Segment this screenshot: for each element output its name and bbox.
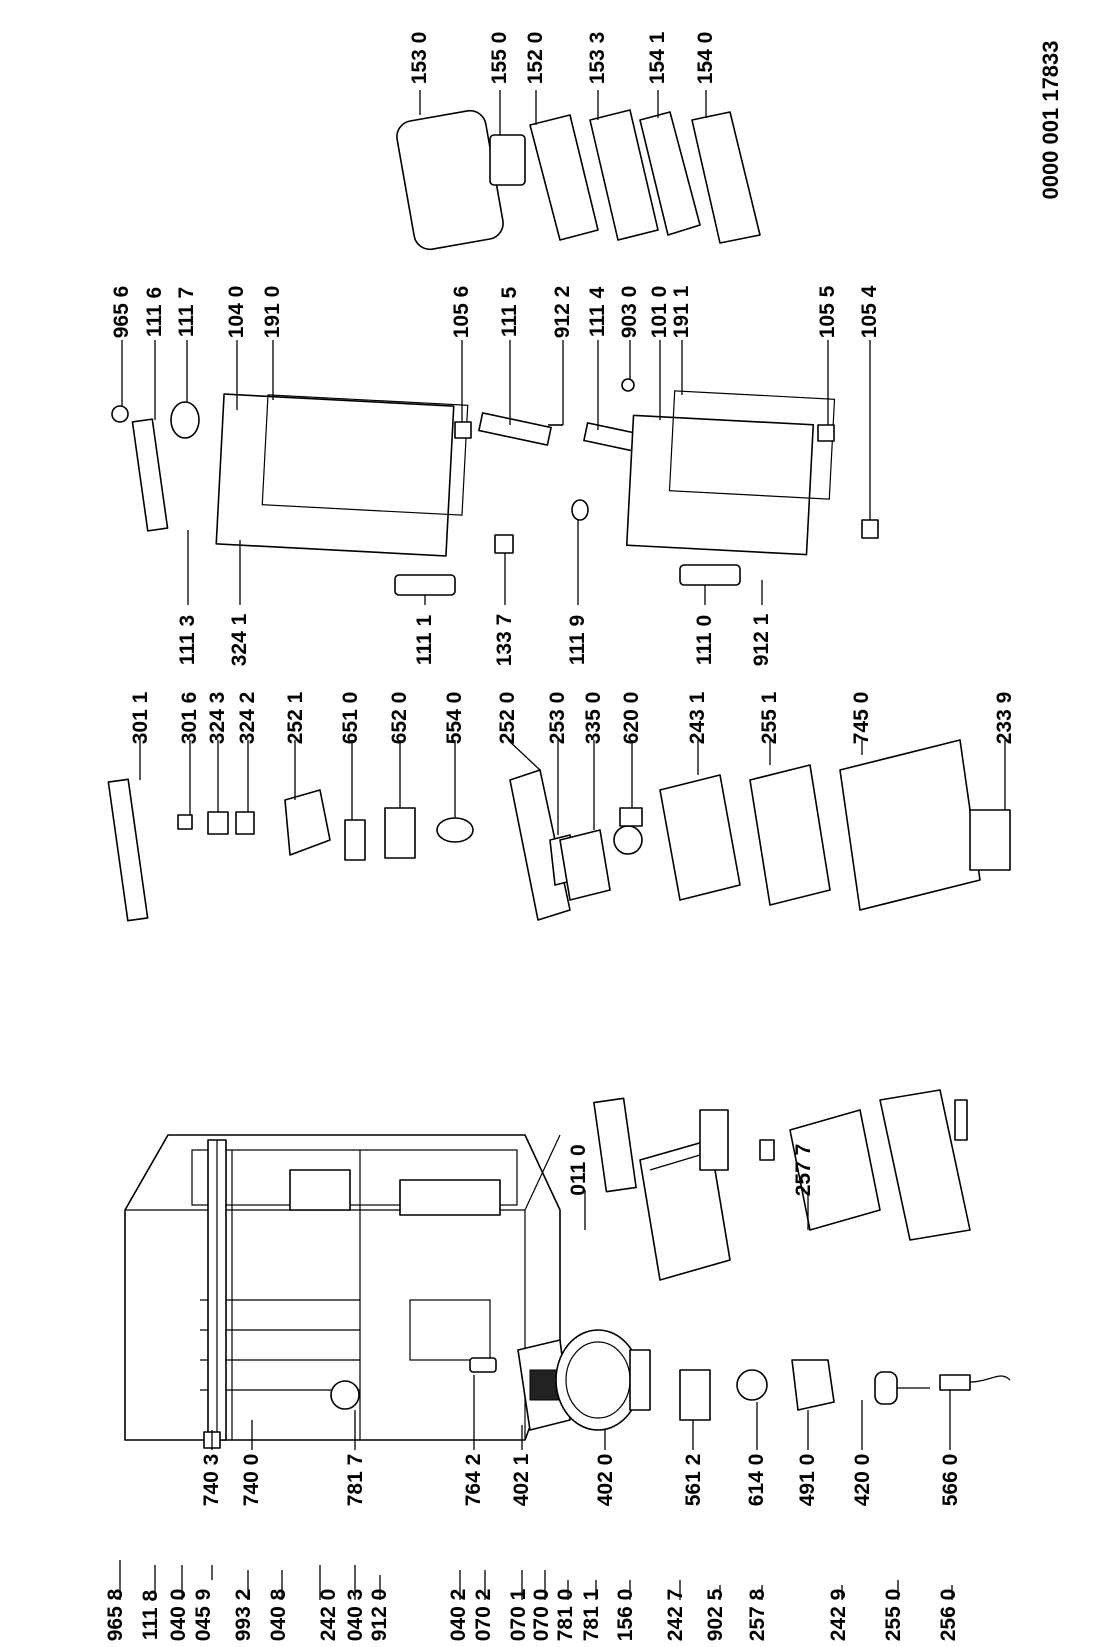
wire-basket-drawing xyxy=(840,740,980,910)
label-301-1: 301 1 xyxy=(129,691,152,745)
label-040-8: 040 8 xyxy=(267,1588,290,1642)
label-111-8: 111 8 xyxy=(139,1589,162,1641)
round-part-drawing xyxy=(614,826,642,854)
label-011-0: 011 0 xyxy=(567,1144,590,1196)
label-243-1: 243 1 xyxy=(686,691,709,745)
label-045-9: 045 9 xyxy=(192,1588,215,1642)
label-156-0: 156 0 xyxy=(614,1588,637,1642)
label-420-0: 420 0 xyxy=(851,1453,874,1507)
thermostat-drawing xyxy=(385,808,415,858)
label-902-5: 902 5 xyxy=(704,1588,727,1642)
label-070-1: 070 1 xyxy=(507,1588,530,1642)
label-257-7: 257 7 xyxy=(792,1143,815,1197)
label-903-0: 903 0 xyxy=(618,285,641,339)
label-111-4: 111 4 xyxy=(586,286,609,338)
label-253-0: 253 0 xyxy=(546,691,569,745)
label-111-5: 111 5 xyxy=(498,286,521,338)
condenser-drawing xyxy=(204,1140,226,1448)
label-191-1: 191 1 xyxy=(670,285,693,339)
label-255-0: 255 0 xyxy=(882,1588,905,1642)
label-040-0: 040 0 xyxy=(167,1588,190,1642)
label-101-0: 101 0 xyxy=(648,285,671,339)
label-764-2: 764 2 xyxy=(462,1453,485,1507)
clip-257-8-drawing xyxy=(760,1140,774,1160)
clamp-drawing xyxy=(331,1381,359,1409)
cap-965-6-drawing xyxy=(112,406,128,422)
label-566-0: 566 0 xyxy=(939,1453,962,1507)
door-shelf-154-0-drawing xyxy=(692,112,760,243)
label-070-2: 070 2 xyxy=(472,1588,495,1642)
label-154-1: 154 1 xyxy=(646,31,669,85)
glass-shelf-drawing xyxy=(660,775,740,900)
label-651-0: 651 0 xyxy=(339,691,362,745)
label-153-0: 153 0 xyxy=(408,31,431,85)
label-111-7: 111 7 xyxy=(175,286,198,338)
capacitor-drawing xyxy=(875,1372,930,1404)
door-strip-drawing xyxy=(479,413,551,445)
label-324-2: 324 2 xyxy=(236,691,259,745)
hinge-105-5-drawing xyxy=(818,425,834,441)
label-740-3: 740 3 xyxy=(200,1453,223,1507)
label-745-0: 745 0 xyxy=(850,691,873,745)
label-402-0: 402 0 xyxy=(594,1453,617,1507)
label-257-8: 257 8 xyxy=(746,1588,769,1642)
label-993-2: 993 2 xyxy=(232,1588,255,1642)
label-153-3: 153 3 xyxy=(586,31,609,85)
label-111-0: 111 0 xyxy=(693,614,716,666)
label-781-0: 781 0 xyxy=(554,1588,577,1642)
power-cable-drawing xyxy=(940,1375,1010,1390)
strip-256-0-drawing xyxy=(955,1100,967,1140)
label-070-0: 070 0 xyxy=(530,1588,553,1642)
label-242-0: 242 0 xyxy=(317,1588,340,1642)
label-491-0: 491 0 xyxy=(796,1453,819,1507)
thermal-protector-drawing xyxy=(737,1370,767,1400)
hinge-105-4-drawing xyxy=(862,520,878,538)
bottle-holder-drawing xyxy=(700,1110,728,1170)
label-242-9: 242 9 xyxy=(827,1588,850,1642)
hinge-105-6-drawing xyxy=(455,422,471,438)
bracket-324-2-drawing xyxy=(236,812,254,834)
drain-tube-drawing xyxy=(470,1358,496,1372)
label-111-3: 111 3 xyxy=(176,614,199,666)
label-614-0: 614 0 xyxy=(745,1453,768,1507)
label-255-1: 255 1 xyxy=(758,691,781,745)
label-155-0: 155 0 xyxy=(488,31,511,85)
relay-drawing xyxy=(680,1370,710,1420)
label-335-0: 335 0 xyxy=(582,691,605,745)
label-233-9: 233 9 xyxy=(993,691,1016,745)
front-strip-drawing xyxy=(970,810,1010,870)
label-133-7: 133 7 xyxy=(493,613,516,667)
label-324-1: 324 1 xyxy=(228,613,251,667)
label-252-0: 252 0 xyxy=(496,691,519,745)
lamp-holder-drawing xyxy=(345,820,365,860)
cap-111-9-drawing xyxy=(572,500,588,520)
egg-tray-drawing xyxy=(490,135,525,185)
label-740-0: 740 0 xyxy=(240,1453,263,1507)
cover-491-drawing xyxy=(792,1360,834,1410)
label-554-0: 554 0 xyxy=(443,691,466,745)
label-301-6: 301 6 xyxy=(178,691,201,745)
label-402-1: 402 1 xyxy=(510,1453,533,1507)
label-111-9: 111 9 xyxy=(566,614,589,666)
label-154-0: 154 0 xyxy=(694,31,717,85)
label-324-3: 324 3 xyxy=(206,691,229,745)
label-040-2: 040 2 xyxy=(447,1588,470,1642)
label-620-0: 620 0 xyxy=(620,691,643,745)
label-105-6: 105 6 xyxy=(450,285,473,339)
door-shelf-152-drawing xyxy=(530,115,598,240)
lamp-housing-drawing xyxy=(285,790,330,855)
label-965-6: 965 6 xyxy=(110,285,133,339)
knob-drawing xyxy=(178,815,192,829)
evaporator-drawing xyxy=(560,830,610,900)
spring-drawing xyxy=(437,818,473,842)
label-152-0: 152 0 xyxy=(524,31,547,85)
label-652-0: 652 0 xyxy=(388,691,411,745)
label-105-5: 105 5 xyxy=(816,285,839,339)
bracket-324-3-drawing xyxy=(208,812,228,834)
label-105-4: 105 4 xyxy=(858,285,881,339)
label-104-0: 104 0 xyxy=(225,285,248,339)
cap-111-7-drawing xyxy=(171,402,199,438)
document-number: 0000 001 17833 xyxy=(1038,40,1063,200)
dairy-cover-drawing xyxy=(394,108,505,252)
upper-door-drawing xyxy=(216,394,454,556)
label-111-1: 111 1 xyxy=(413,614,436,666)
wire-shelf-drawing xyxy=(750,765,830,905)
label-040-3: 040 3 xyxy=(344,1588,367,1642)
handle-111-0-drawing xyxy=(680,565,740,585)
label-111-6: 111 6 xyxy=(143,286,166,338)
small-part-620-drawing xyxy=(620,808,642,826)
hinge-133-7-drawing xyxy=(495,535,513,553)
label-781-1: 781 1 xyxy=(580,1588,603,1642)
label-912-0: 912 0 xyxy=(368,1588,391,1642)
label-561-2: 561 2 xyxy=(682,1453,705,1507)
hinge-cover-drawing xyxy=(132,419,167,531)
label-252-1: 252 1 xyxy=(284,691,307,745)
clip-903-0-drawing xyxy=(622,379,634,391)
control-panel-drawing xyxy=(108,779,147,920)
handle-111-1-drawing xyxy=(395,575,455,595)
label-965-8: 965 8 xyxy=(104,1588,127,1642)
lower-door-drawing xyxy=(627,415,814,554)
ice-tray-drawing xyxy=(594,1098,636,1191)
label-781-7: 781 7 xyxy=(344,1453,367,1507)
label-191-0: 191 0 xyxy=(261,285,284,339)
label-912-1: 912 1 xyxy=(750,613,773,667)
label-912-2: 912 2 xyxy=(551,285,574,339)
label-242-7: 242 7 xyxy=(664,1588,687,1642)
compressor-drawing xyxy=(556,1330,650,1430)
label-256-0: 256 0 xyxy=(937,1588,960,1642)
